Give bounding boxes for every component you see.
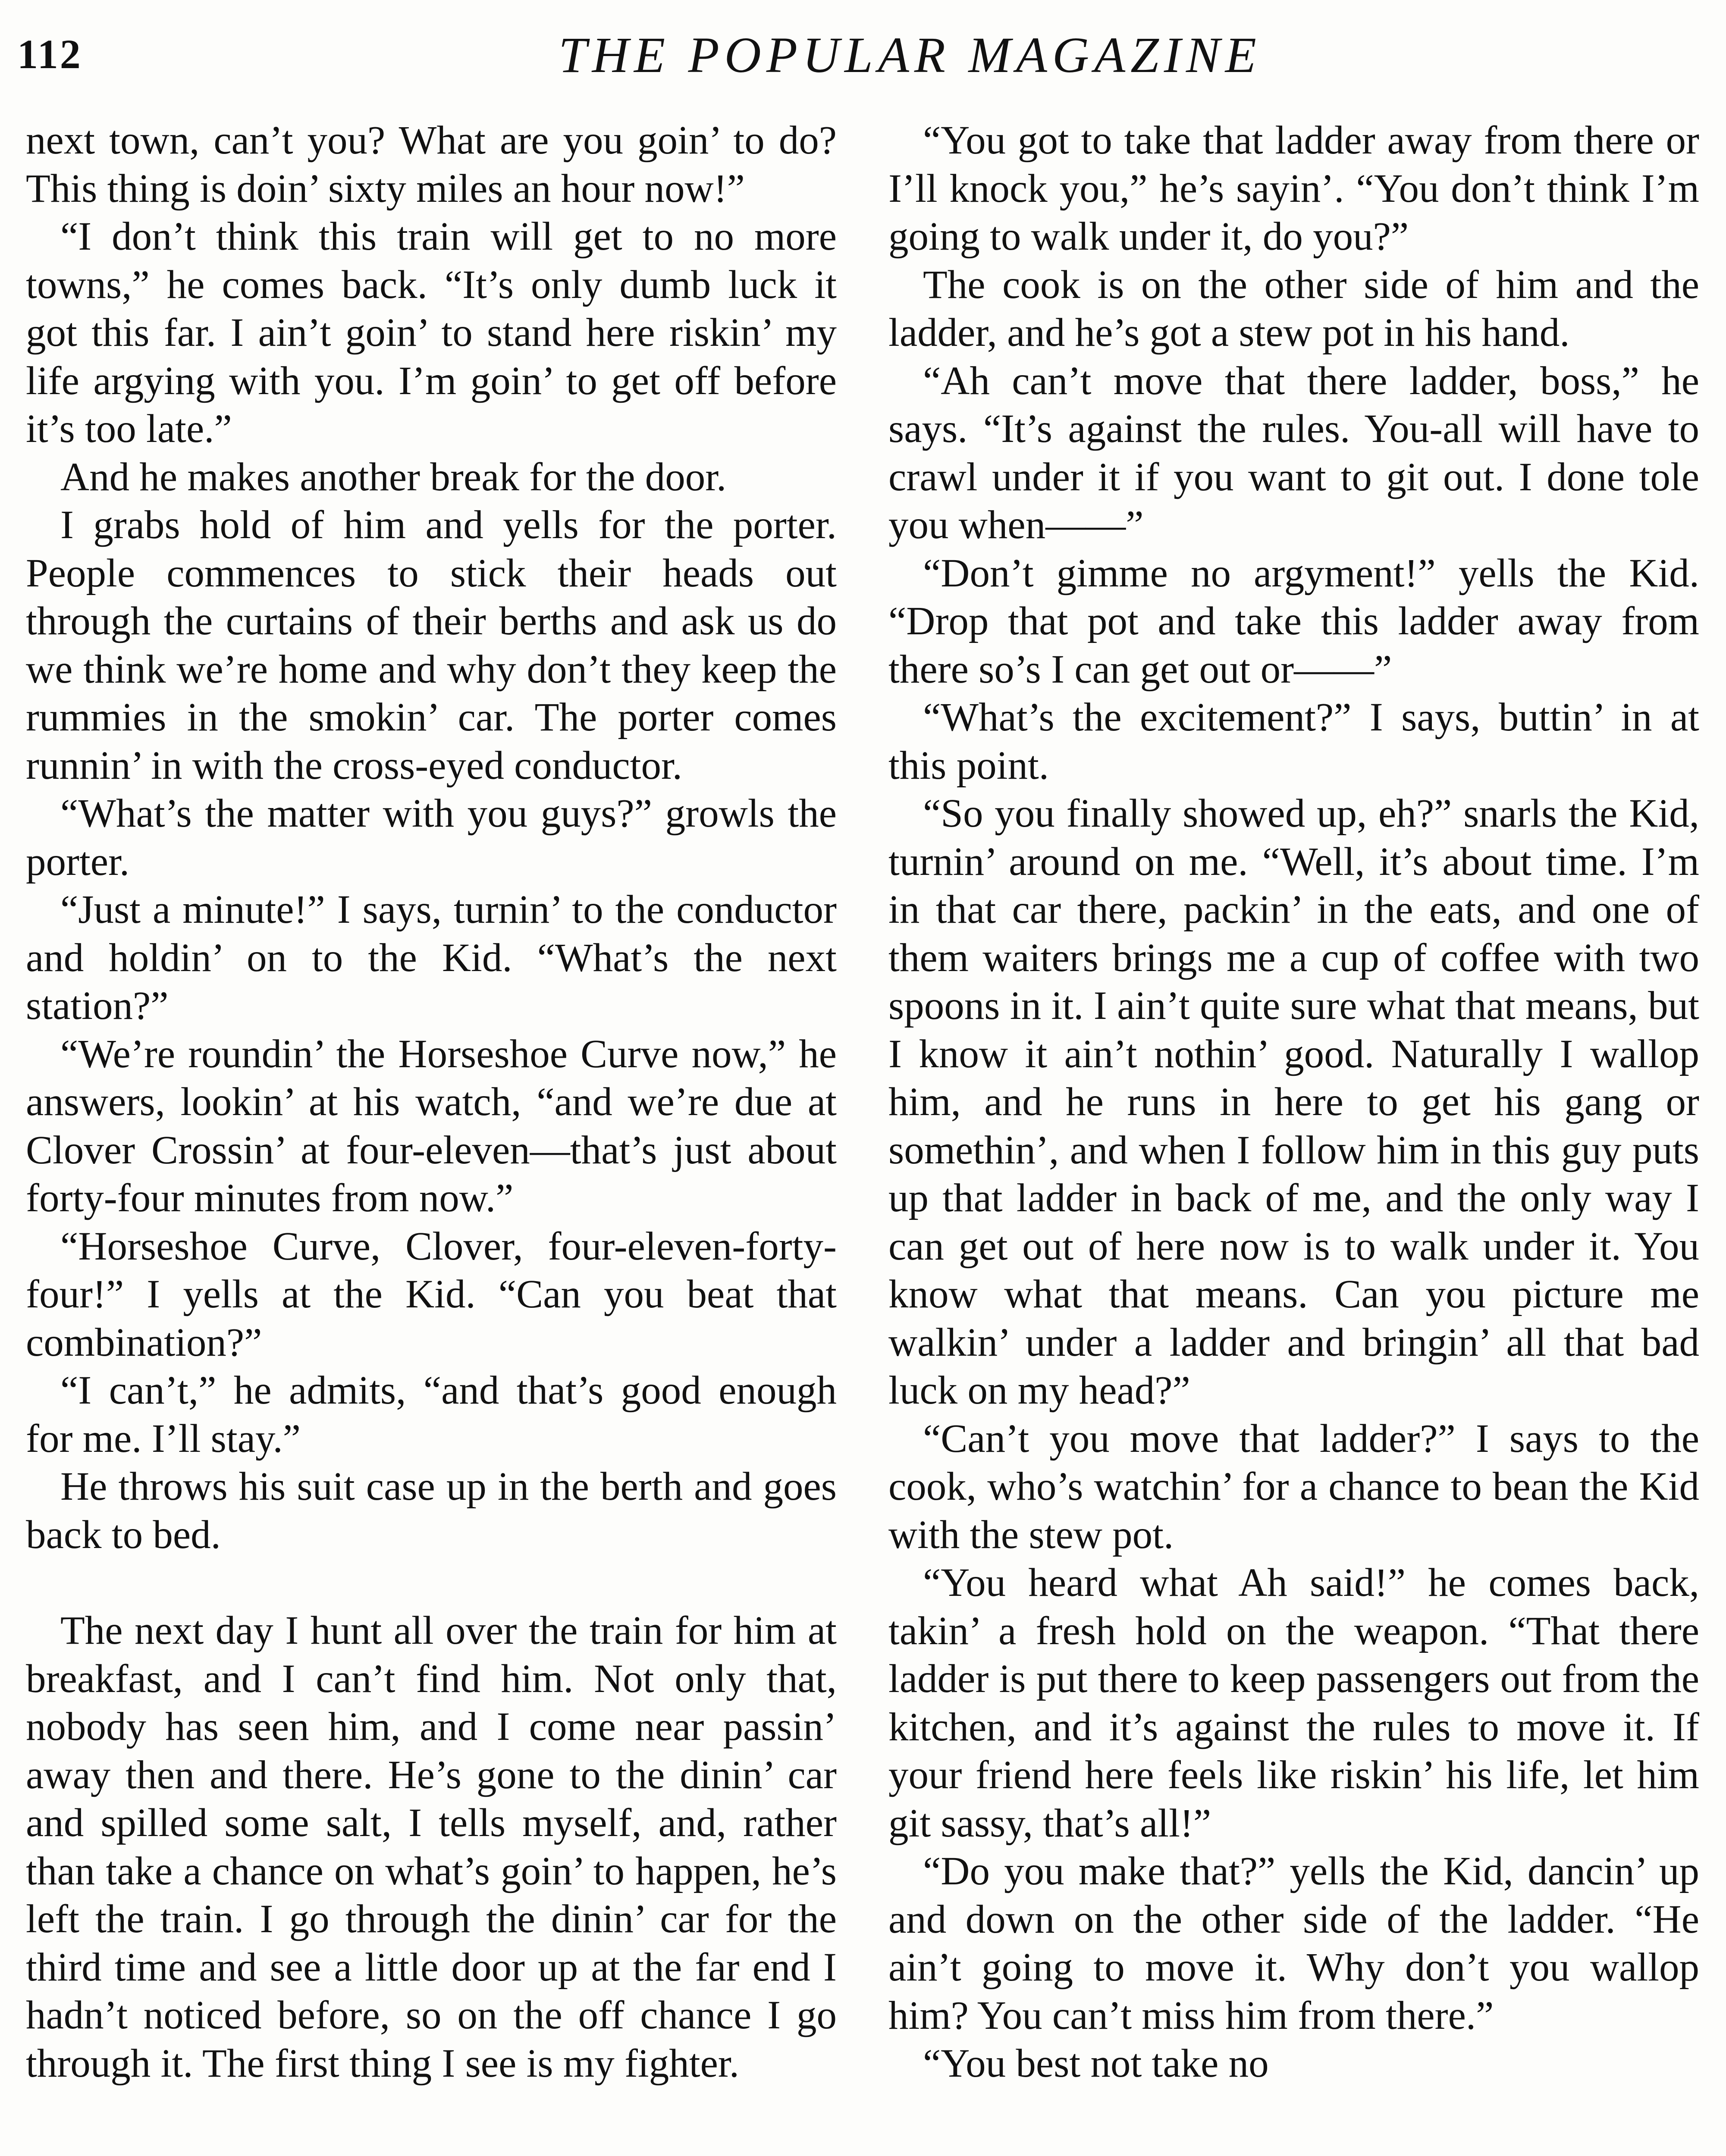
paragraph: And he makes another break for the door.	[60, 454, 727, 499]
paragraph: next town, can’t you? What are you goin’ to do? This thing is doin’ sixty miles an hour now!”	[26, 118, 837, 211]
paragraph: I grabs hold of him and yells for the porter. People commences to stick their heads out through the curtains of their berths and ask us do we think we’re home and why don’t they keep the rummies in the smokin’ car. The porter comes runnin’ in with the cross-eyed conductor.	[26, 503, 837, 788]
page-number: 112	[17, 31, 82, 77]
paragraph: “Just a minute!” I says, turnin’ to the conductor and holdin’ on to the Kid. “What’s the next station?”	[26, 887, 837, 1028]
paragraph: “You got to take that ladder away from there or I’ll knock you,” he’s sayin’. “You don’t think I’m going to walk under it, do you?”	[888, 118, 1699, 259]
paragraph: “You heard what Ah said!” he comes back, takin’ a fresh hold on the weapon. “That there ladder is put there to keep passengers out from the kitchen, and it’s against the rules to move it. If your friend here feels like riskin’ his life, let him git sassy, that’s all!”	[888, 1561, 1699, 1846]
paragraph: “I can’t,” he admits, “and that’s good enough for me. I’ll stay.”	[26, 1368, 837, 1461]
paragraph: “Don’t gimme no argyment!” yells the Kid. “Drop that pot and take this ladder away from there so’s I can get out or——”	[888, 551, 1699, 692]
paragraph: The next day I hunt all over the train for him at breakfast, and I can’t find him. Not only that, nobody has seen him, and I come near passin’ away then and there. He’s gone to the dinin’ car and spilled some salt, I tells myself, and, rather than take a chance on what’s goin’ to happen, he’s left the train. I go through the dinin’ car for the third time and see a little door up at the far end I hadn’t noticed before, so on the off chance I go through it. The first thing I see is my fighter.	[26, 1608, 837, 2086]
paragraph: “You best not take no	[923, 2041, 1269, 2086]
paragraph: “Can’t you move that ladder?” I says to the cook, who’s watchin’ for a chance to bean the Kid with the stew pot.	[888, 1416, 1699, 1557]
right-column	[888, 116, 1699, 2156]
paragraph: “What’s the excitement?” I says, buttin’ in at this point.	[888, 695, 1699, 788]
paragraph: “Horseshoe Curve, Clover, four-eleven-forty-four!” I yells at the Kid. “Can you beat that combination?”	[26, 1224, 837, 1365]
running-title: THE POPULAR MAGAZINE	[559, 27, 1262, 83]
paragraph: “Ah can’t move that there ladder, boss,” he says. “It’s against the rules. You-all will have to crawl under it if you want to git out. I done tole you when——”	[888, 358, 1699, 547]
paragraph: “So you finally showed up, eh?” snarls the Kid, turnin’ around on me. “Well, it’s about time. I’m in that car there, packin’ in the eats, and one of them waiters brings me a cup of coffee with two spoons in it. I ain’t quite sure what that means, but I know it ain’t nothin’ good. Naturally I wallop him, and he runs in here to get his gang or somethin’, and when I follow him in this guy puts up that ladder in back of me, and the only way I can get out of here now is to walk under it. You know what that means. Can you picture me walkin’ under a ladder and bringin’ all that bad luck on my head?”	[888, 791, 1699, 1413]
paragraph: “What’s the matter with you guys?” growls the porter.	[26, 791, 837, 884]
paragraph: The cook is on the other side of him and the ladder, and he’s got a stew pot in his hand.	[888, 262, 1699, 355]
page-header	[17, 26, 1699, 91]
left-column	[26, 116, 837, 2156]
paragraph: “I don’t think this train will get to no more towns,” he comes back. “It’s only dumb luck it got this far. I ain’t goin’ to stand here riskin’ my life argying with you. I’m goin’ to get off before it’s too late.”	[26, 214, 837, 451]
paragraph: He throws his suit case up in the berth and goes back to bed.	[26, 1464, 837, 1557]
paragraph: “Do you make that?” yells the Kid, dancin’ up and down on the other side of the ladder. “He ain’t going to move it. Why don’t you wallop him? You can’t miss him from there.”	[888, 1849, 1699, 2038]
paragraph: “We’re roundin’ the Horseshoe Curve now,” he answers, lookin’ at his watch, “and we’re due at Clover Crossin’ at four-eleven—that’s just about forty-four minutes from now.”	[26, 1031, 837, 1220]
